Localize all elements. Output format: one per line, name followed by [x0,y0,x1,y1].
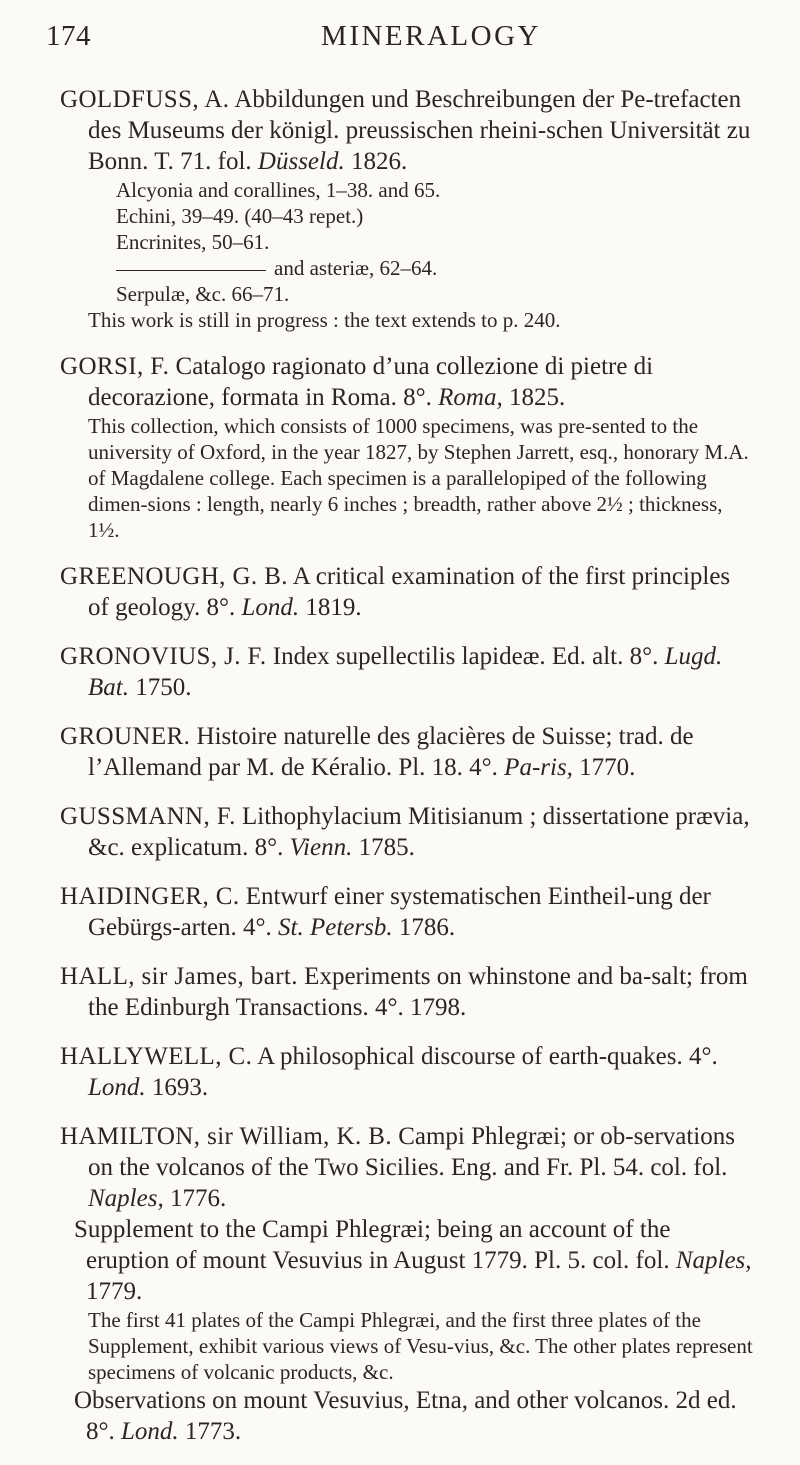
entry-author: GREENOUGH, G. B. [60,563,288,590]
entry-citation [60,961,754,1023]
entry-note: Echini, 39–49. (40–43 repet.) [116,204,364,228]
entry-author: GUSSMANN, F. [60,803,236,830]
entry-place: Roma, [438,384,503,411]
page-number: 174 [46,20,91,52]
entry-author: GOLDFUSS, A. [60,86,230,113]
entry-note: Serpulæ, &c. 66–71. [116,282,290,306]
bib-entry-hamilton [60,1121,754,1447]
entry-title: Index supellectilis lapideæ. Ed. alt. 8°. [272,643,659,670]
entry-place: Naples, [88,1185,164,1212]
bib-entry-gronovius [60,641,754,703]
entry-place: Pa-ris, [504,754,573,781]
entry-citation [60,351,754,413]
entry-citation [60,881,754,943]
entry-year: 1693. [151,1074,209,1101]
bib-entry-hallywell [60,1041,754,1103]
entry-observations: Observations on mount Vesuvius, Etna, and other volcanos. 2d ed. 8°. Lond. 1773. [74,1387,737,1445]
entry-title: Abbildungen und Beschreibungen der Pe-trefacten des Museums der königl. preussischen rheini-schen Universität zu Bonn. T. 71. fol. [88,86,751,175]
entry-author: HALL, sir James, bart. [60,963,298,990]
entry-note: This collection, which consists of 1000 specimens, was pre-sented to the university of Oxford, in the year 1827, by Stephen Jarrett, esq., honorary M.A. of Magdalene college. Each specimen is a parallelopiped of the following dimen-sions : length, nearly 6 inches ; breadth, rather above 2½ ; thickness, 1½. [88,414,749,542]
entry-title: A critical examination of the first principles of geology. 8°. [88,563,731,621]
bib-entry-hall [60,961,754,1023]
entry-place: Düsseld. [257,148,345,175]
entry-author: HALLYWELL, C. [60,1043,253,1070]
entry-note: Encrinites, 50–61. [116,230,270,254]
entry-title: Catalogo ragionato d’una collezione di pietre di decorazione, formata in Roma. 8°. [88,353,654,411]
bib-entry-haidinger [60,881,754,943]
entry-year: 1770. [579,754,636,781]
entry-citation [60,561,754,623]
entry-note: and asteriæ, 62–64. [60,255,754,281]
entry-citation [60,641,754,703]
entry-title: Histoire naturelle des glacières de Suisse; trad. de l’Allemand par M. de Kéralio. Pl. 18. 4°. [88,723,694,781]
entry-year: 1776. [169,1185,227,1212]
bib-entry-grouner [60,721,754,783]
entry-title: Campi Phlegræi; or ob-servations on the volcanos of the Two Sicilies. Eng. and Fr. Pl. 54. col. fol. [88,1123,735,1181]
entry-author: GROUNER. [60,723,191,750]
ditto-dash [116,270,266,271]
entry-place: Lond. [241,594,300,621]
entry-year: 1786. [398,914,456,941]
entry-title: Lithophylacium Mitisianum ; dissertatione prævia, &c. explicatum. 8°. [88,803,750,861]
entry-year: 1798. [410,994,467,1021]
entry-title: Entwurf einer systematischen Eintheil-ung der Gebürgs-arten. 4°. [88,883,711,941]
entry-year: 1785. [358,834,415,861]
bib-entry-greenough [60,561,754,623]
entry-place: Lond. [88,1074,146,1101]
entry-citation [60,1041,754,1103]
bibliography-list [60,84,754,1465]
entry-note: The first 41 plates of the Campi Phlegræi, and the first three plates of the Supplement, exhibit various views of Vesu-vius, &c. The other plates represent specimens of volcanic products, &c. [88,1308,753,1384]
entry-author: GORSI, F. [60,353,170,380]
running-head: MINERALOGY [321,20,541,52]
entry-author: HAIDINGER, C. [60,883,240,910]
entry-title: Experiments on whinstone and ba-salt; from the Edinburgh Transactions. 4°. [88,963,748,1021]
entry-author: GRONOVIUS, J. F. [60,643,267,670]
bib-entry-goldfuss [60,84,754,333]
entry-year: 1826. [350,148,408,175]
page-header [46,20,756,64]
entry-year: 1825. [508,384,566,411]
entry-citation [60,721,754,783]
entry-place: St. Petersb. [278,914,393,941]
entry-year: 1819. [305,594,362,621]
entry-place: Lugd. Bat. [88,643,723,701]
entry-citation [60,1121,754,1214]
entry-author: HAMILTON, sir William, K. B. [60,1123,392,1150]
bib-entry-gorsi [60,351,754,543]
bib-entry-gussmann [60,801,754,863]
entry-note: This work is still in progress : the text extends to p. 240. [88,308,561,332]
entry-title: A philosophical discourse of earth-quakes. 4°. [257,1043,718,1070]
entry-supplement: Supplement to the Campi Phlegræi; being an account of the eruption of mount Vesuvius in August 1779. Pl. 5. col. fol. Naples, 1779. [74,1216,752,1305]
entry-year: 1750. [135,674,192,701]
entry-place: Vienn. [289,834,353,861]
entry-citation [60,801,754,863]
entry-citation [60,84,754,177]
entry-note: Alcyonia and corallines, 1–38. and 65. [116,178,441,202]
